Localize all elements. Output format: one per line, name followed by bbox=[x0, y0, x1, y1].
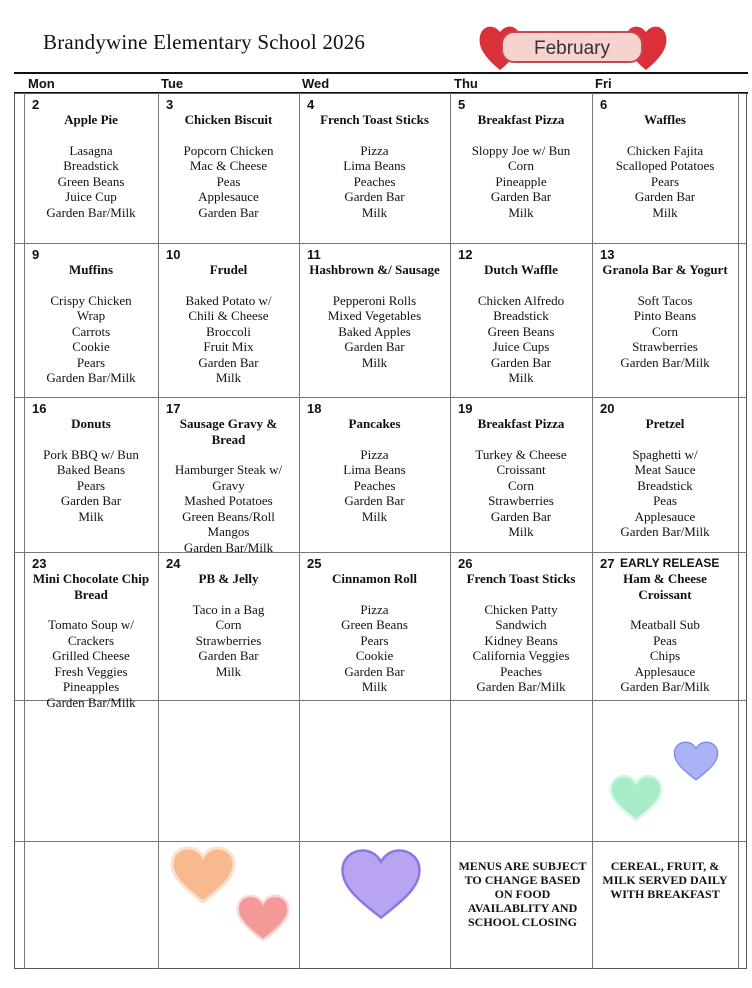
lunch-item: Scalloped Potatoes bbox=[615, 158, 715, 173]
lunch-item: Breadstick bbox=[63, 158, 119, 173]
lunch-item: Chicken Fajita bbox=[626, 142, 704, 158]
lunch-item: Milk bbox=[652, 204, 678, 220]
lunch-item: Chips bbox=[649, 648, 681, 663]
lunch-item: Milk bbox=[361, 679, 388, 694]
lunch-item: Wrap bbox=[76, 308, 106, 323]
lunch-item: Breadstick bbox=[637, 477, 693, 493]
lunch-item: Carrots bbox=[71, 323, 111, 339]
lunch-items bbox=[162, 602, 295, 680]
lunch-item: Chicken Alfredo bbox=[477, 292, 565, 308]
day-number: 12 bbox=[458, 247, 473, 262]
day-cell bbox=[158, 397, 299, 555]
day-cell bbox=[24, 397, 158, 552]
day-wed: Wed bbox=[302, 76, 330, 91]
day-cell bbox=[299, 93, 450, 243]
lunch-item: Garden Bar bbox=[198, 204, 259, 220]
lunch-item: Popcorn Chicken bbox=[183, 142, 274, 158]
lunch-item: Cookie bbox=[72, 339, 110, 354]
breakfast-item: French Toast Sticks bbox=[320, 112, 429, 127]
lunch-item: Peaches bbox=[353, 173, 396, 189]
breakfast-item: Frudel bbox=[209, 262, 248, 277]
lunch-item: Pork BBQ w/ Bun bbox=[43, 446, 139, 462]
lunch-item: Garden Bar bbox=[60, 493, 122, 508]
day-number: 24 bbox=[166, 556, 181, 571]
lunch-item: Pineapples bbox=[62, 679, 120, 694]
lunch-item: Lima Beans bbox=[343, 462, 406, 477]
lunch-item: Garden Bar bbox=[634, 189, 696, 204]
day-number: 17 bbox=[166, 401, 181, 416]
breakfast-item: Mini Chocolate Chip Bread bbox=[32, 571, 150, 602]
lunch-item: Corn bbox=[508, 158, 534, 173]
day-number: 23 bbox=[32, 556, 47, 571]
breakfast-item: Pancakes bbox=[348, 416, 401, 431]
day-cell bbox=[592, 93, 738, 243]
lunch-items bbox=[454, 293, 588, 386]
breakfast-item: French Toast Sticks bbox=[466, 571, 576, 586]
lunch-items bbox=[28, 293, 154, 386]
banner-month: February bbox=[533, 38, 611, 59]
lunch-item: Milk bbox=[508, 204, 534, 220]
lunch-items bbox=[454, 447, 588, 540]
lunch-items bbox=[28, 617, 154, 710]
lunch-items bbox=[303, 293, 446, 371]
lunch-item: Juice Cups bbox=[492, 339, 550, 354]
day-number: 6 bbox=[600, 97, 608, 112]
day-cell bbox=[450, 397, 592, 552]
day-number: 9 bbox=[32, 247, 40, 262]
lunch-item: Lima Beans bbox=[343, 158, 406, 173]
lunch-item: Green Beans/Roll bbox=[182, 508, 275, 524]
lunch-item: Strawberries bbox=[488, 493, 554, 508]
lunch-item: Milk bbox=[361, 508, 388, 524]
lunch-item: Garden Bar/Milk bbox=[46, 204, 136, 220]
breakfast-item: PB & Jelly bbox=[198, 571, 259, 586]
lunch-item: Garden Bar bbox=[344, 339, 405, 354]
early-release-label: EARLY RELEASE bbox=[620, 556, 720, 570]
day-number: 13 bbox=[600, 247, 615, 262]
lunch-item: Cookie bbox=[355, 648, 394, 663]
lunch-item: Pepperoni Rolls bbox=[332, 292, 417, 308]
menu-change-note: MENUS ARE SUBJECT TO CHANGE BASED ON FOOD AVAILABLITY AND SCHOOL CLOSING bbox=[458, 859, 587, 929]
lunch-item: Sloppy Joe w/ Bun bbox=[471, 142, 571, 158]
lunch-item: Applesauce bbox=[634, 508, 696, 524]
lunch-item: Applesauce bbox=[198, 189, 259, 204]
lunch-item: Chicken Patty bbox=[484, 601, 558, 617]
lunch-items bbox=[454, 602, 588, 695]
lunch-item: Breadstick bbox=[493, 308, 549, 323]
day-cell bbox=[592, 397, 738, 552]
day-number: 20 bbox=[600, 401, 615, 416]
february-banner bbox=[478, 20, 668, 72]
lunch-item: California Veggies bbox=[472, 648, 570, 663]
lunch-items bbox=[28, 143, 154, 221]
lunch-items bbox=[596, 447, 734, 540]
lunch-item: Milk bbox=[215, 663, 242, 679]
lunch-items bbox=[596, 143, 734, 221]
lunch-item: Garden Bar bbox=[344, 493, 405, 508]
lunch-item: Applesauce bbox=[634, 663, 696, 679]
lunch-item: Peaches bbox=[500, 663, 542, 679]
day-number: 25 bbox=[307, 556, 322, 571]
weekday-header bbox=[14, 76, 748, 92]
lunch-item: Green Beans bbox=[487, 323, 555, 339]
lunch-item: Meat Sauce bbox=[634, 462, 696, 477]
lunch-item: Baked Beans bbox=[56, 462, 126, 477]
lunch-item: Pizza bbox=[360, 601, 389, 617]
day-number: 11 bbox=[307, 247, 321, 262]
lunch-item: Garden Bar bbox=[198, 354, 259, 370]
day-number: 16 bbox=[32, 401, 47, 416]
lunch-items bbox=[454, 143, 588, 221]
lunch-item: Kidney Beans bbox=[484, 632, 558, 648]
lunch-item: Mangos bbox=[207, 524, 250, 539]
lunch-item: Mac & Cheese bbox=[189, 158, 268, 173]
lunch-items bbox=[162, 462, 295, 555]
lunch-item: Taco in a Bag bbox=[192, 601, 265, 617]
lunch-item: Garden Bar/Milk bbox=[183, 539, 274, 555]
lunch-item: Chili & Cheese bbox=[188, 308, 269, 323]
lunch-item: Milk bbox=[215, 370, 242, 385]
lunch-item: Garden Bar bbox=[344, 663, 405, 679]
lunch-item: Peas bbox=[216, 173, 241, 189]
lunch-item: Milk bbox=[361, 354, 388, 370]
heart-red-icon bbox=[236, 894, 290, 942]
lunch-item: Pears bbox=[76, 354, 106, 370]
lunch-item: Peas bbox=[653, 493, 677, 508]
day-cell bbox=[24, 243, 158, 397]
lunch-item: Corn bbox=[508, 477, 534, 493]
lunch-items bbox=[303, 447, 446, 525]
breakfast-item: Ham & Cheese Croissant bbox=[623, 571, 707, 602]
lunch-item: Green Beans bbox=[57, 173, 125, 189]
day-number: 5 bbox=[458, 97, 466, 112]
day-cell bbox=[158, 93, 299, 243]
lunch-item: Fruit Mix bbox=[203, 339, 254, 354]
day-number: 4 bbox=[307, 97, 315, 112]
lunch-item: Milk bbox=[508, 524, 534, 539]
lunch-item: Baked Potato w/ bbox=[185, 292, 272, 308]
lunch-item: Crispy Chicken bbox=[50, 292, 132, 308]
breakfast-item: Pretzel bbox=[645, 416, 685, 431]
lunch-item: Corn bbox=[215, 617, 242, 632]
lunch-item: Garden Bar bbox=[490, 189, 552, 204]
lunch-item: Tomato Soup w/ bbox=[48, 617, 134, 632]
lunch-item: Pizza bbox=[360, 142, 389, 158]
lunch-item: Sandwich bbox=[495, 617, 547, 632]
lunch-item: Pizza bbox=[360, 446, 389, 462]
day-number: 3 bbox=[166, 97, 174, 112]
heart-blue-icon bbox=[673, 740, 719, 782]
day-cell bbox=[299, 243, 450, 397]
breakfast-item: Chicken Biscuit bbox=[184, 112, 273, 127]
day-cell bbox=[158, 552, 299, 700]
lunch-item: Garden Bar bbox=[198, 648, 259, 663]
day-cell bbox=[24, 93, 158, 243]
breakfast-item: Granola Bar & Yogurt bbox=[602, 262, 728, 277]
lunch-item: Garden Bar bbox=[490, 354, 552, 370]
breakfast-item: Breakfast Pizza bbox=[477, 112, 565, 127]
day-tue: Tue bbox=[161, 76, 184, 91]
lunch-item: Gravy bbox=[212, 477, 245, 493]
lunch-item: Pears bbox=[360, 632, 389, 648]
lunch-item: Milk bbox=[508, 370, 534, 385]
lunch-item: Peaches bbox=[353, 477, 396, 493]
lunch-item: Pinto Beans bbox=[633, 308, 697, 323]
lunch-item: Croissant bbox=[496, 462, 546, 477]
heart-purple-icon bbox=[340, 848, 422, 920]
day-number: 2 bbox=[32, 97, 40, 112]
lunch-item: Corn bbox=[652, 323, 678, 339]
lunch-item: Juice Cup bbox=[65, 189, 117, 204]
lunch-item: Baked Apples bbox=[338, 323, 411, 339]
lunch-item: Pears bbox=[650, 173, 680, 189]
lunch-item: Hamburger Steak w/ bbox=[174, 462, 283, 477]
day-number: 18 bbox=[307, 401, 322, 416]
breakfast-item: Hashbrown &/ Sausage bbox=[309, 262, 440, 277]
breakfast-item: Waffles bbox=[644, 112, 686, 127]
breakfast-item: Breakfast Pizza bbox=[477, 416, 565, 431]
day-cell bbox=[450, 243, 592, 397]
lunch-item: Crackers bbox=[67, 632, 115, 648]
lunch-item: Mashed Potatoes bbox=[184, 493, 273, 508]
lunch-item: Garden Bar bbox=[490, 508, 552, 524]
lunch-item: Garden Bar/Milk bbox=[46, 694, 136, 710]
lunch-items bbox=[28, 447, 154, 525]
lunch-item: Garden Bar bbox=[344, 189, 405, 204]
day-cell bbox=[299, 397, 450, 552]
day-cell bbox=[450, 93, 592, 243]
lunch-item: Garden Bar/Milk bbox=[476, 679, 566, 694]
lunch-item: Lasagna bbox=[69, 142, 113, 158]
day-mon: Mon bbox=[28, 76, 55, 91]
lunch-item: Soft Tacos bbox=[637, 292, 693, 308]
heart-green-icon bbox=[609, 774, 663, 822]
heart-orange-icon bbox=[170, 846, 236, 904]
breakfast-item: Sausage Gravy & Bread bbox=[179, 416, 278, 447]
day-number: 19 bbox=[458, 401, 473, 416]
lunch-item: Strawberries bbox=[195, 632, 262, 648]
lunch-item: Strawberries bbox=[632, 339, 698, 354]
lunch-item: Green Beans bbox=[341, 617, 408, 632]
lunch-item: Pears bbox=[76, 477, 106, 493]
day-cell bbox=[158, 243, 299, 397]
lunch-item: Fresh Veggies bbox=[54, 663, 128, 679]
breakfast-item: Dutch Waffle bbox=[484, 262, 558, 277]
lunch-item: Garden Bar/Milk bbox=[620, 524, 710, 539]
day-cell bbox=[592, 552, 738, 700]
lunch-item: Meatball Sub bbox=[630, 617, 700, 632]
lunch-item: Garden Bar/Milk bbox=[620, 354, 710, 370]
lunch-item: Pineapple bbox=[495, 173, 547, 189]
lunch-item: Garden Bar/Milk bbox=[620, 679, 710, 694]
day-cell bbox=[450, 552, 592, 700]
breakfast-item: Muffins bbox=[68, 262, 114, 277]
lunch-items bbox=[303, 143, 446, 221]
lunch-item: Spaghetti w/ bbox=[632, 446, 698, 462]
day-cell bbox=[592, 243, 738, 397]
lunch-item: Grilled Cheese bbox=[52, 648, 130, 663]
lunch-item: Milk bbox=[361, 204, 388, 220]
lunch-item: Mixed Vegetables bbox=[327, 308, 422, 323]
breakfast-item: Apple Pie bbox=[64, 112, 118, 127]
lunch-item: Turkey & Cheese bbox=[475, 446, 567, 462]
lunch-items bbox=[162, 293, 295, 386]
day-cell bbox=[299, 552, 450, 700]
page-title: Brandywine Elementary School 2026 bbox=[43, 30, 366, 54]
breakfast-note: CEREAL, FRUIT, & MILK SERVED DAILY WITH BREAKFAST bbox=[602, 859, 728, 901]
lunch-items bbox=[596, 293, 734, 371]
day-fri: Fri bbox=[595, 76, 612, 91]
day-thu: Thu bbox=[454, 76, 478, 91]
lunch-items bbox=[596, 617, 734, 695]
lunch-items bbox=[162, 143, 295, 221]
day-number: 10 bbox=[166, 247, 181, 262]
lunch-items bbox=[303, 602, 446, 695]
day-cell bbox=[24, 552, 158, 710]
header-rule bbox=[14, 72, 748, 74]
lunch-item: Garden Bar/Milk bbox=[46, 370, 136, 385]
lunch-item: Broccoli bbox=[206, 323, 251, 339]
day-number: 26 bbox=[458, 556, 473, 571]
lunch-item: Peas bbox=[653, 632, 677, 648]
breakfast-item: Donuts bbox=[71, 416, 111, 431]
lunch-item: Milk bbox=[78, 508, 104, 524]
day-number: 27 bbox=[600, 556, 615, 571]
breakfast-item: Cinnamon Roll bbox=[332, 571, 417, 586]
